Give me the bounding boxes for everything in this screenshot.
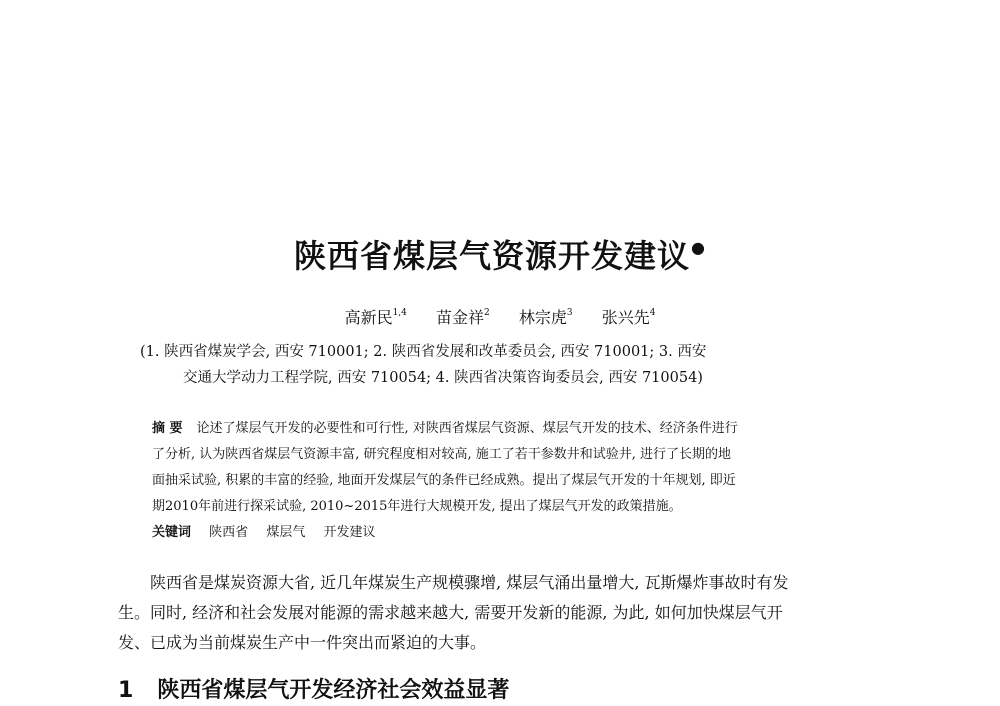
abstract-label: 摘 要 [152, 421, 183, 436]
body-paragraph-line: 陕西省是煤炭资源大省, 近几年煤炭生产规模骤增, 煤层气涌出量增大, 瓦斯爆炸事故时有发 [150, 573, 789, 592]
abstract-line: 了分析, 认为陕西省煤层气资源丰富, 研究程度相对较高, 施工了若干参数井和试验井, 进行了长期的地 [152, 447, 732, 462]
keywords-label: 关键词 [152, 525, 192, 540]
section-heading [118, 676, 509, 706]
author: 林宗虎$^3$ [518, 308, 573, 327]
section-title: 陕西省煤层气开发经济社会效益显著 [157, 678, 510, 703]
affiliation-line: 交通大学动力工程学院, 西安 710054; 4. 陕西省决策咨询委员会, 西安 710054) [183, 370, 703, 386]
keyword: 陕西省 [209, 525, 249, 540]
title-footnote-mark: ● [691, 238, 706, 257]
author: 苗金祥$^2$ [436, 308, 490, 327]
abstract-line: 摘 要 论述了煤层气开发的必要性和可行性, 对陕西省煤层气资源、煤层气开发的技术、经济条件进行 [152, 421, 738, 436]
title-text: 陕西省煤层气资源开发建议 [294, 237, 691, 275]
keywords [152, 522, 872, 544]
keyword: 开发建议 [323, 525, 376, 540]
body-paragraph-line: 生。同时, 经济和社会发展对能源的需求越来越大, 需要开发新的能源, 为此, 如何加快煤层气开 [118, 603, 783, 622]
body-paragraph-line: 发、已成为当前煤炭生产中一件突出而紧迫的大事。 [118, 633, 487, 652]
author: 张兴先$^4$ [601, 308, 656, 327]
section-number: 1 [118, 678, 134, 703]
author: 高新民$^{1,4}$ [344, 308, 407, 327]
paper-title [0, 228, 1000, 276]
abstract-line: 期2010年前进行探采试验, 2010~2015年进行大规模开发, 提出了煤层气开发的政策措施。 [152, 499, 682, 514]
affiliation-line: (1. 陕西省煤炭学会, 西安 710001; 2. 陕西省发展和改革委员会, 西安 710001; 3. 西安 [140, 344, 707, 360]
author-list [0, 301, 1000, 330]
abstract-line: 面抽采试验, 积累的丰富的经验, 地面开发煤层气的条件已经成熟。提出了煤层气开发的十年规划, 即近 [152, 473, 736, 488]
keyword: 煤层气 [266, 525, 306, 540]
